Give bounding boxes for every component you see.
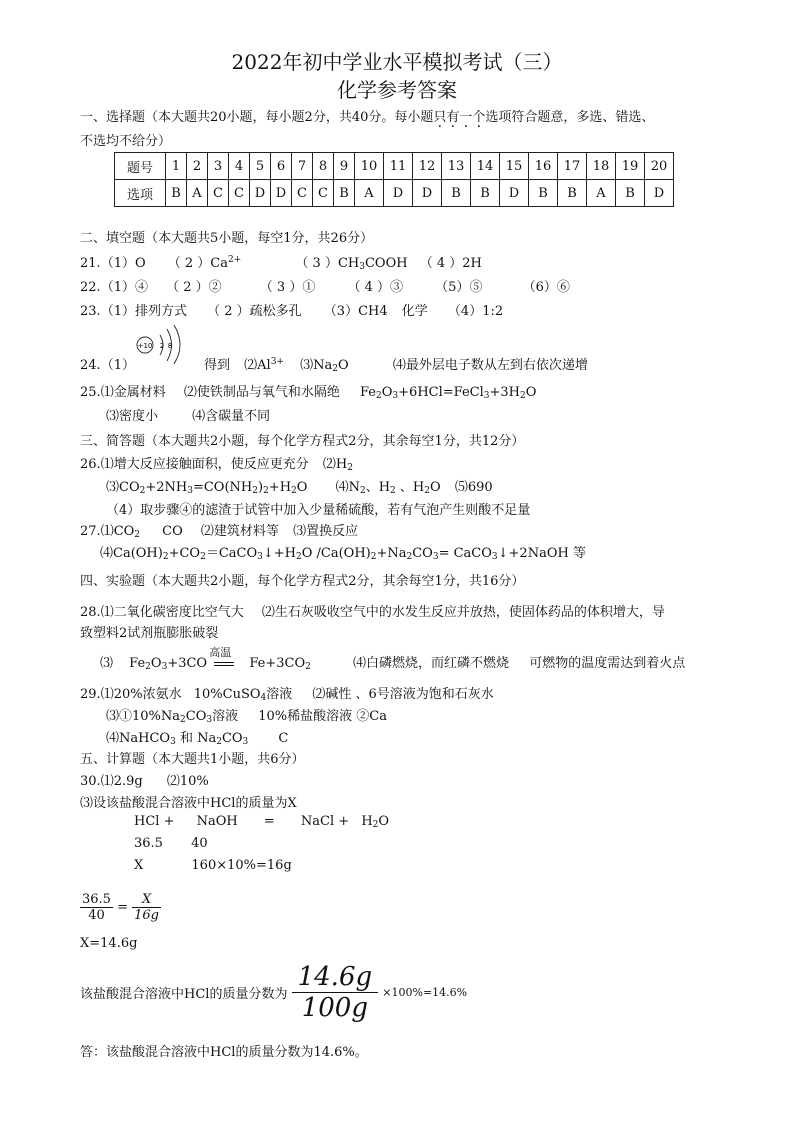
answer-cell: A — [355, 180, 384, 207]
question-number: 30. — [80, 774, 101, 789]
nucleus-charge: +10 — [137, 342, 153, 350]
answer-cell: D — [413, 180, 442, 207]
answer: 10%稀盐酸溶液 ②Ca — [258, 709, 387, 724]
answer: （ 2 ）Ca — [167, 256, 228, 271]
question-number: 22. — [80, 280, 101, 295]
answer: （ 3 ）CH — [295, 256, 360, 271]
answer: ⑵建筑材料等 — [200, 524, 279, 539]
answer: ⑷NaHCO$_3$ 和 $Na_2CO_3$ — [106, 731, 249, 747]
question-number-cell: 14 — [471, 153, 500, 180]
chem-equation: $⑷Ca(OH)_2+CO_2=CaCO_3↓+H_2O$ $/Ca(OH)_2+Na_2CO_3=$ CaCO$_3$↓+2NaOH 等 — [100, 546, 586, 562]
superscript: 2+ — [228, 255, 242, 265]
row-label-answer: 选项 — [115, 180, 166, 207]
question-number-cell: 8 — [313, 153, 334, 180]
q21 — [80, 252, 482, 272]
answer: ⑸690 — [454, 480, 493, 495]
answer: ⑵使铁制品与氧气和水隔绝 — [183, 385, 340, 400]
chem-equation: $⑶CO_2+2NH_3=CO(NH_2)_2+H_2O$ — [106, 480, 308, 496]
table-row-numbers — [115, 153, 674, 180]
emphasis-char: 只 — [433, 110, 447, 125]
fraction-numerator: 36.5 — [82, 892, 111, 907]
answer: 10%CuSO$_4$溶液 — [193, 687, 293, 703]
emphasis-char: 一 — [459, 110, 473, 125]
answer: （3）CH4 — [323, 304, 388, 319]
q30-mass-fraction — [80, 962, 467, 1023]
q25 — [80, 381, 536, 401]
answer-cell: C — [292, 180, 313, 207]
q28 — [80, 601, 665, 620]
eq-term: NaOH — [196, 814, 238, 829]
answer-cell: D — [271, 180, 292, 207]
emphasis-only-one — [433, 110, 485, 125]
q28-line3 — [100, 646, 686, 672]
q27 — [80, 520, 358, 540]
denominator-value: 100g — [301, 993, 368, 1023]
question-number: 27. — [80, 524, 101, 539]
q29-line2 — [106, 705, 387, 725]
answer: 得到 — [204, 358, 231, 373]
atom-structure-diagram — [134, 323, 190, 365]
answer-cell: B — [616, 180, 645, 207]
answer-cell: D — [645, 180, 674, 207]
emphasis-char: 个 — [472, 110, 486, 125]
question-number-cell: 2 — [187, 153, 208, 180]
answer: ⑴20%浓氨水 — [100, 687, 182, 702]
q30-result: X=14.6g — [80, 936, 138, 951]
question-number-cell: 5 — [250, 153, 271, 180]
shell1-electrons: 2 — [159, 342, 165, 350]
answer: （6）⑥ — [522, 280, 570, 295]
q25-line2 — [106, 405, 270, 424]
answer: （ 2 ）疏松多孔 — [207, 304, 302, 319]
answer: ⑵Al — [244, 358, 271, 373]
question-number: 25. — [80, 385, 101, 400]
q30-masses — [134, 836, 208, 851]
equals-sign — [214, 662, 234, 666]
section1-heading-line2: 不选均不给分） — [80, 134, 172, 149]
question-number-cell: 13 — [442, 153, 471, 180]
answer: ⑶Na — [300, 358, 333, 373]
q30-ratio — [80, 892, 161, 923]
question-number-cell: 15 — [500, 153, 529, 180]
q30-equation: HCl + NaOH = NaCl + $H_2O$ — [134, 814, 390, 830]
subscript: 3 — [359, 262, 365, 272]
page-subtitle: 化学参考答案 — [337, 78, 457, 102]
answer: （ 3 ）① — [259, 280, 316, 295]
answer: 化学 — [401, 304, 428, 319]
answer-label: ⑶ — [100, 656, 114, 671]
answer-cell: A — [587, 180, 616, 207]
answer-cell: B — [334, 180, 355, 207]
q29 — [80, 683, 494, 703]
answer-rest: COOH — [364, 256, 408, 271]
fraction-denominator: 40 — [88, 908, 105, 923]
answer-rest: O — [338, 358, 349, 373]
section3-heading: 三、简答题（本大题共2小题，每个化学方程式2分，其余每空1分，共12分） — [80, 434, 525, 449]
question-number-cell: 16 — [529, 153, 558, 180]
answer: ⑴金属材料 — [100, 385, 166, 400]
ratio-left — [80, 892, 113, 923]
answer-cell: C — [313, 180, 334, 207]
ratio-right — [132, 892, 161, 923]
q30 — [80, 770, 209, 789]
answer: $⑷N_2$、$H_2$ 、$H_2O$ — [335, 480, 441, 496]
answer-cell: B — [558, 180, 587, 207]
answer: ⑴增大反应接触面积，使反应更充分 — [100, 457, 309, 472]
question-number-cell: 7 — [292, 153, 313, 180]
answer-cell: A — [187, 180, 208, 207]
q29-line3 — [106, 727, 288, 747]
answer: （5）⑤ — [435, 280, 483, 295]
question-number-cell: 9 — [334, 153, 355, 180]
answer: （ 2 ）② — [166, 280, 222, 295]
q30-unknowns — [134, 858, 292, 873]
fraction-denominator — [292, 993, 379, 1023]
answer-cell: D — [250, 180, 271, 207]
q26-line3: （4）取步骤④的滤渣于试管中加入少量稀硫酸，若有气泡产生则酸不足量 — [106, 503, 531, 518]
question-number-cell: 12 — [413, 153, 442, 180]
q26-line2 — [106, 476, 493, 496]
answer-cell: B — [471, 180, 500, 207]
answer: ⑴2.9g — [100, 774, 143, 789]
question-number-cell: 4 — [229, 153, 250, 180]
page-title: 2022年初中学业水平模拟考试（三） — [231, 50, 563, 74]
numerator-value: 14.6g — [297, 962, 373, 992]
q24 — [80, 354, 135, 373]
section4-heading: 四、实验题（本大题共2小题，每个化学方程式2分，其余每空1分，共16分） — [80, 574, 525, 589]
chem-equation: $Fe_2O_3+6HCl=FeCl_3+3H_2O$ — [360, 385, 537, 401]
answer-cell: D — [500, 180, 529, 207]
question-number: 29. — [80, 687, 101, 702]
answer-table — [114, 152, 674, 207]
unknown-value: 160×10%=16g — [191, 858, 292, 873]
question-number-cell: 6 — [271, 153, 292, 180]
answer: $⑶①10\%Na_2CO_3$溶液 — [106, 709, 239, 725]
q23 — [80, 300, 503, 319]
condition-label: 高温 — [209, 646, 232, 659]
emphasis-char: 有 — [446, 110, 460, 125]
question-number: 24. — [80, 358, 101, 373]
q28-line2: 致塑料2试剂瓶膨胀破裂 — [80, 626, 219, 641]
eq-term: = — [263, 814, 275, 829]
percent-result: ×100%=14.6% — [382, 986, 468, 999]
unknown-value: X — [134, 858, 144, 873]
row-label-number: 题号 — [115, 153, 166, 180]
question-number-cell: 20 — [645, 153, 674, 180]
mass-value: 36.5 — [134, 836, 163, 851]
question-number: 26. — [80, 457, 101, 472]
answer: ⑷白磷燃烧，而红磷不燃烧 — [353, 656, 510, 671]
question-number-cell: 3 — [208, 153, 229, 180]
answer-cell: C — [229, 180, 250, 207]
section5-heading: 五、计算题（本大题共1小题，共6分） — [80, 752, 305, 767]
question-number-cell: 10 — [355, 153, 384, 180]
fraction-numerator — [132, 892, 161, 908]
answer: （1）O — [100, 256, 146, 271]
answer-cell: B — [166, 180, 187, 207]
section2-heading: 二、填空题（本大题共5小题，每空1分，共26分） — [80, 231, 374, 246]
fraction-denominator — [132, 908, 161, 923]
answer: C — [278, 731, 289, 746]
table-row-answers — [115, 180, 674, 207]
answer: （1）排列方式 — [100, 304, 187, 319]
section1-heading: 一、选择题（本大题共20小题，每小题2分，共40分。每小题只有一个选项符合题意，多选、错选、 — [80, 110, 655, 125]
question-number-cell: 11 — [384, 153, 413, 180]
question-number-cell: 18 — [587, 153, 616, 180]
mass-value: 40 — [191, 836, 208, 851]
answer-cell: D — [384, 180, 413, 207]
answer: CO — [162, 524, 183, 539]
eq-term: HCl + — [134, 814, 175, 829]
reaction-condition — [209, 646, 237, 671]
superscript: 3+ — [270, 357, 284, 367]
answer: ⑵生石灰吸收空气中的水发生反应并放热，使固体药品的体积增大，导 — [261, 605, 665, 620]
chem-equation-lhs: $Fe_2O_3+3CO$ — [129, 656, 208, 672]
q30-line2: ⑶设该盐酸混合溶液中HCl的质量为X — [80, 796, 297, 811]
question-number-cell: 19 — [616, 153, 645, 180]
answer: ⑷含碳量不同 — [192, 409, 271, 424]
final-answer: 答：该盐酸混合溶液中HCl的质量分数为14.6%。 — [80, 1045, 368, 1060]
equals-sign: = — [117, 900, 128, 915]
variable-x: X — [141, 892, 152, 907]
subscript: 2 — [347, 463, 353, 473]
answer: 可燃物的温度需达到着火点 — [529, 656, 686, 671]
mass-fraction — [292, 962, 379, 1023]
answer-cell: B — [529, 180, 558, 207]
q24-rest — [204, 354, 588, 374]
chem-equation-rhs: $Fe+3CO_2$ — [249, 656, 311, 672]
answer: （1）④ — [100, 280, 148, 295]
answer-cell: C — [208, 180, 229, 207]
question-number: 28. — [80, 605, 101, 620]
label: 该盐酸混合溶液中HCl的质量分数为 — [80, 987, 288, 1002]
answer: （1） — [100, 358, 135, 373]
answer: （ 4 ）2H — [419, 256, 482, 271]
q27-line2 — [100, 542, 586, 562]
fraction-numerator — [292, 962, 379, 993]
q26 — [80, 453, 353, 473]
answer: ⑶置换反应 — [293, 524, 359, 539]
eq-term: NaCl + — [300, 814, 350, 829]
q22 — [80, 276, 570, 295]
question-number: 21. — [80, 256, 101, 271]
answer: $⑴CO_2$ — [100, 524, 141, 540]
denominator-value: 16g — [134, 908, 160, 923]
answer: ⑵碱性 、6号溶液为饱和石灰水 — [312, 687, 494, 702]
question-number: 23. — [80, 304, 101, 319]
subscript: 2 — [332, 364, 338, 374]
answer: ⑴二氧化碳密度比空气大 — [100, 605, 244, 620]
answer-cell: B — [442, 180, 471, 207]
question-number-cell: 17 — [558, 153, 587, 180]
answer: ⑵H — [322, 457, 348, 472]
shell2-electrons: 8 — [167, 342, 173, 350]
answer: ⑵10% — [166, 774, 209, 789]
answer: （4）1:2 — [447, 304, 504, 319]
question-number-cell: 1 — [166, 153, 187, 180]
answer: ⑶密度小 — [106, 409, 159, 424]
answer: ⑷最外层电子数从左到右依次递增 — [392, 358, 588, 373]
answer: （ 4 ）③ — [347, 280, 404, 295]
